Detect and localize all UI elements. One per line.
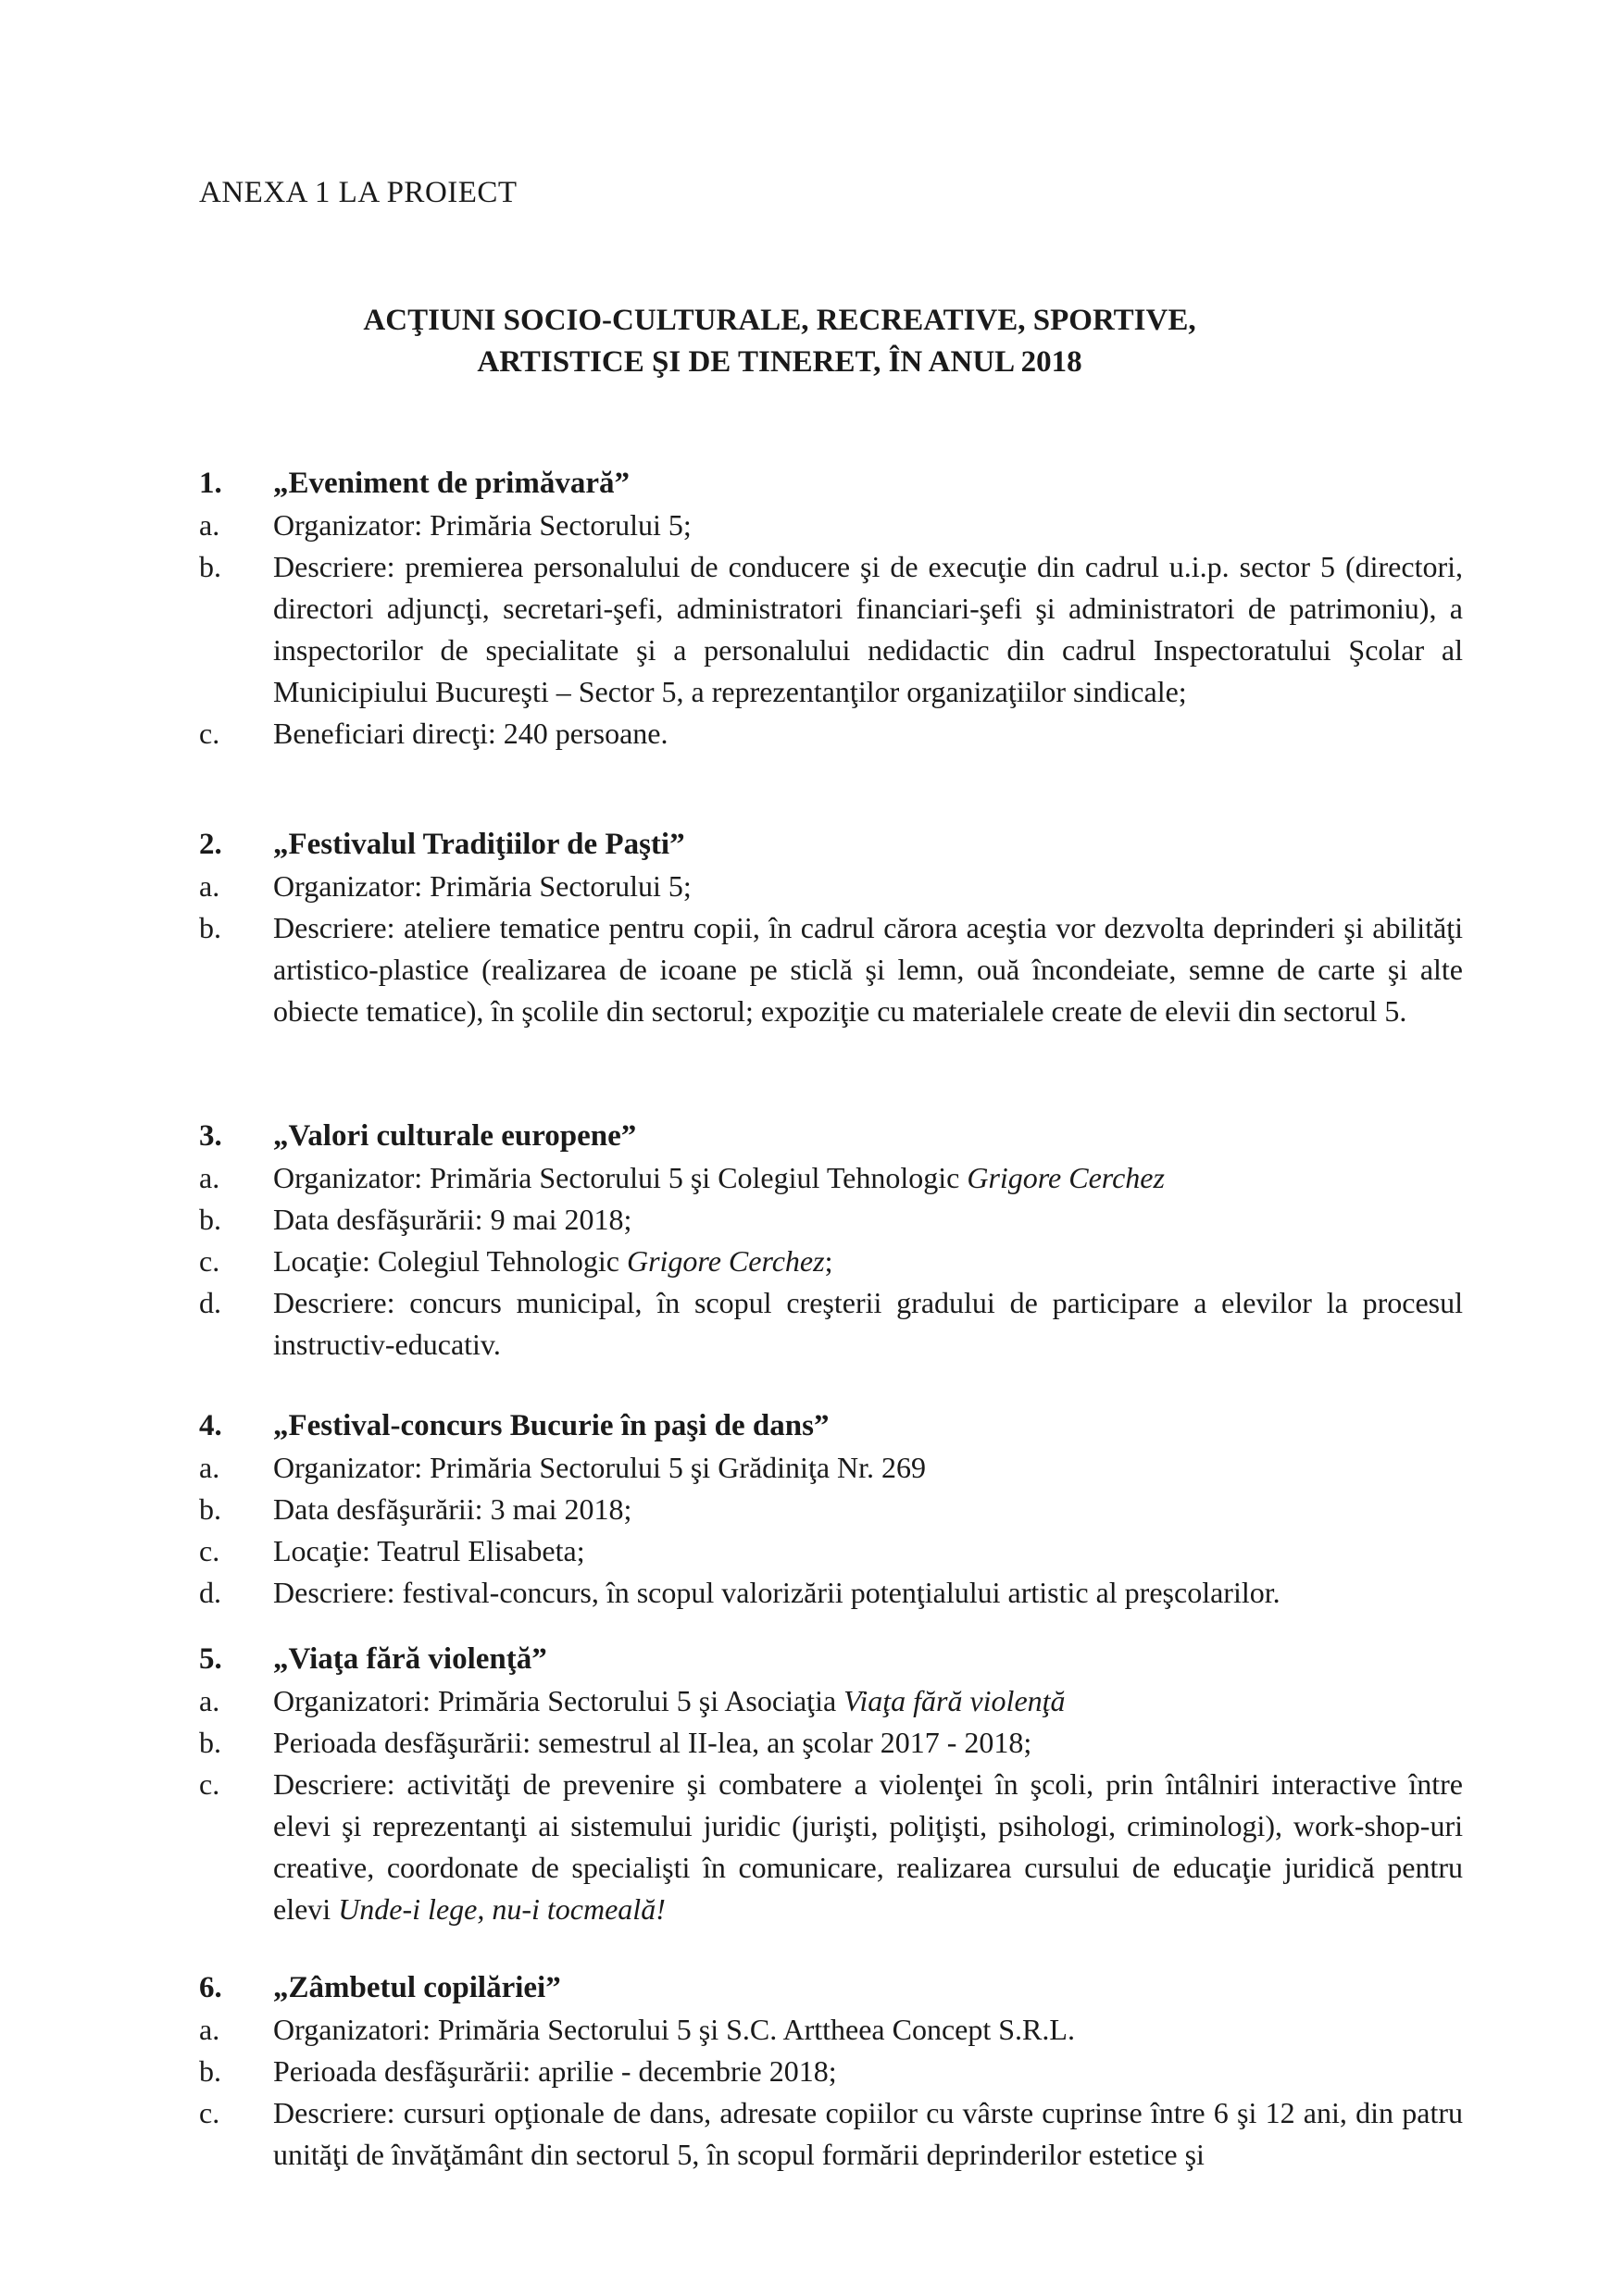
item-letter: c. xyxy=(199,1244,220,1278)
list-item xyxy=(199,505,1463,546)
item-letter: b. xyxy=(199,1203,221,1236)
section-heading xyxy=(199,1639,1463,1680)
item-letter: b. xyxy=(199,1492,221,1526)
item-text: Descriere: premierea personalului de conducere şi de execuţie din cadrul u.i.p. sector 5 (directori, directori adjuncţi, secretari-şefi, administratori financiari-şefi şi administratori de patrimoniu), a inspectorilor de specialitate şi a personalului nedidactic din cadrul Inspectoratului Şcolar al Municipiului Bucureşti – Sector 5, a reprezentanţilor organizaţiilor sindicale; xyxy=(273,550,1463,708)
document-title-line-2: ARTISTICE ŞI DE TINERET, ÎN ANUL 2018 xyxy=(477,345,1082,379)
list-item xyxy=(199,2009,1463,2051)
item-text: Organizator: Primăria Sectorului 5 şi Grădiniţa Nr. 269 xyxy=(273,1451,927,1484)
list-item xyxy=(199,713,1463,755)
section-heading xyxy=(199,1967,1463,2009)
item-text: Perioada desfăşurării: semestrul al II-lea, an şcolar 2017 - 2018; xyxy=(273,1726,1032,1759)
section-title: „Festival-concurs Bucurie în paşi de dans” xyxy=(273,1409,830,1442)
section-heading xyxy=(199,824,1463,866)
section-number: 2. xyxy=(199,828,222,861)
item-text: Data desfăşurării: 3 mai 2018; xyxy=(273,1492,632,1526)
section-title: „Eveniment de primăvară” xyxy=(273,467,630,500)
list-item xyxy=(199,1157,1463,1199)
item-text: Descriere: festival-concurs, în scopul valorizării potenţialului artistic al preşcolarilor. xyxy=(273,1576,1280,1609)
section-6 xyxy=(199,1967,1463,2176)
list-item xyxy=(199,1199,1463,1241)
item-text: Data desfăşurării: 9 mai 2018; xyxy=(273,1203,632,1236)
list-item xyxy=(199,2092,1463,2176)
list-item xyxy=(199,1282,1463,1366)
item-letter: d. xyxy=(199,1286,221,1319)
item-text: Descriere: activităţi de prevenire şi combatere a violenţei în şcoli, prin întâlniri interactive între elevi şi reprezentanţi ai sistemului juridic (jurişti, poliţişti, psihologi, criminologi), work-shop-uri creative, coordonate de specialişti în comunicare, realizarea cursului de educaţie juridică pentru elevi Unde-i lege, nu-i tocmeală! xyxy=(273,1767,1463,1926)
section-heading xyxy=(199,463,1463,505)
list-item xyxy=(199,866,1463,907)
item-letter: c. xyxy=(199,1534,220,1567)
item-text: Organizator: Primăria Sectorului 5 şi Colegiul Tehnologic Grigore Cerchez xyxy=(273,1161,1165,1194)
list-item xyxy=(199,1530,1463,1572)
document-title-line-1: ACŢIUNI SOCIO-CULTURALE, RECREATIVE, SPORTIVE, xyxy=(363,304,1196,337)
item-letter: a. xyxy=(199,1684,220,1717)
item-text: Organizatori: Primăria Sectorului 5 şi S.C. Arttheea Concept S.R.L. xyxy=(273,2013,1075,2046)
section-1 xyxy=(199,463,1463,755)
list-item xyxy=(199,1447,1463,1489)
item-letter: a. xyxy=(199,1161,220,1194)
section-title: „Viaţa fără violenţă” xyxy=(273,1642,547,1676)
section-2 xyxy=(199,824,1463,1032)
section-heading xyxy=(199,1116,1463,1157)
item-letter: a. xyxy=(199,869,220,903)
item-letter: d. xyxy=(199,1576,221,1609)
item-text: Organizatori: Primăria Sectorului 5 şi Asociaţia Viaţa fără violenţă xyxy=(273,1684,1066,1717)
list-item xyxy=(199,1572,1463,1614)
section-title: „Zâmbetul copilăriei” xyxy=(273,1971,561,2004)
item-letter: c. xyxy=(199,717,220,750)
item-text: Descriere: concurs municipal, în scopul creşterii gradului de participare a elevilor la procesul instructiv-educativ. xyxy=(273,1286,1463,1361)
item-text: Beneficiari direcţi: 240 persoane. xyxy=(273,717,668,750)
item-letter: c. xyxy=(199,2096,220,2129)
item-letter: a. xyxy=(199,2013,220,2046)
item-letter: b. xyxy=(199,911,221,944)
list-item xyxy=(199,1764,1463,1930)
item-letter: b. xyxy=(199,1726,221,1759)
section-number: 5. xyxy=(199,1642,222,1676)
item-text: Organizator: Primăria Sectorului 5; xyxy=(273,508,692,542)
list-item xyxy=(199,1722,1463,1764)
list-item xyxy=(199,546,1463,713)
item-text: Locaţie: Colegiul Tehnologic Grigore Cerchez; xyxy=(273,1244,833,1278)
item-letter: a. xyxy=(199,1451,220,1484)
section-number: 6. xyxy=(199,1971,222,2004)
section-number: 1. xyxy=(199,467,222,500)
item-letter: b. xyxy=(199,550,221,583)
item-letter: c. xyxy=(199,1767,220,1801)
item-letter: b. xyxy=(199,2054,221,2088)
list-item xyxy=(199,1241,1463,1282)
section-3 xyxy=(199,1116,1463,1366)
annex-label: ANEXA 1 LA PROIECT xyxy=(199,176,518,209)
item-text: Descriere: cursuri opţionale de dans, adresate copiilor cu vârste cuprinse între 6 şi 12 ani, din patru unităţi de învăţământ din sectorul 5, în scopul formării deprinderilor estetice şi xyxy=(273,2096,1463,2171)
item-letter: a. xyxy=(199,508,220,542)
list-item xyxy=(199,907,1463,1032)
list-item xyxy=(199,1680,1463,1722)
list-item xyxy=(199,1489,1463,1530)
section-4 xyxy=(199,1405,1463,1614)
item-text: Organizator: Primăria Sectorului 5; xyxy=(273,869,692,903)
list-item xyxy=(199,2051,1463,2092)
section-number: 3. xyxy=(199,1119,222,1153)
section-heading xyxy=(199,1405,1463,1447)
item-text: Descriere: ateliere tematice pentru copii, în cadrul cărora aceştia vor dezvolta deprinderi şi abilităţi artistico-plastice (realizarea de icoane pe sticlă şi lemn, ouă încondeiate, semne de carte şi alte obiecte tematice), în şcolile din sectorul; expoziţie cu materialele create de elevii din sectorul 5. xyxy=(273,911,1463,1028)
item-text: Locaţie: Teatrul Elisabeta; xyxy=(273,1534,585,1567)
section-number: 4. xyxy=(199,1409,222,1442)
section-title: „Festivalul Tradiţiilor de Paşti” xyxy=(273,828,685,861)
item-text: Perioada desfăşurării: aprilie - decembrie 2018; xyxy=(273,2054,837,2088)
section-5 xyxy=(199,1639,1463,1930)
section-title: „Valori culturale europene” xyxy=(273,1119,637,1153)
